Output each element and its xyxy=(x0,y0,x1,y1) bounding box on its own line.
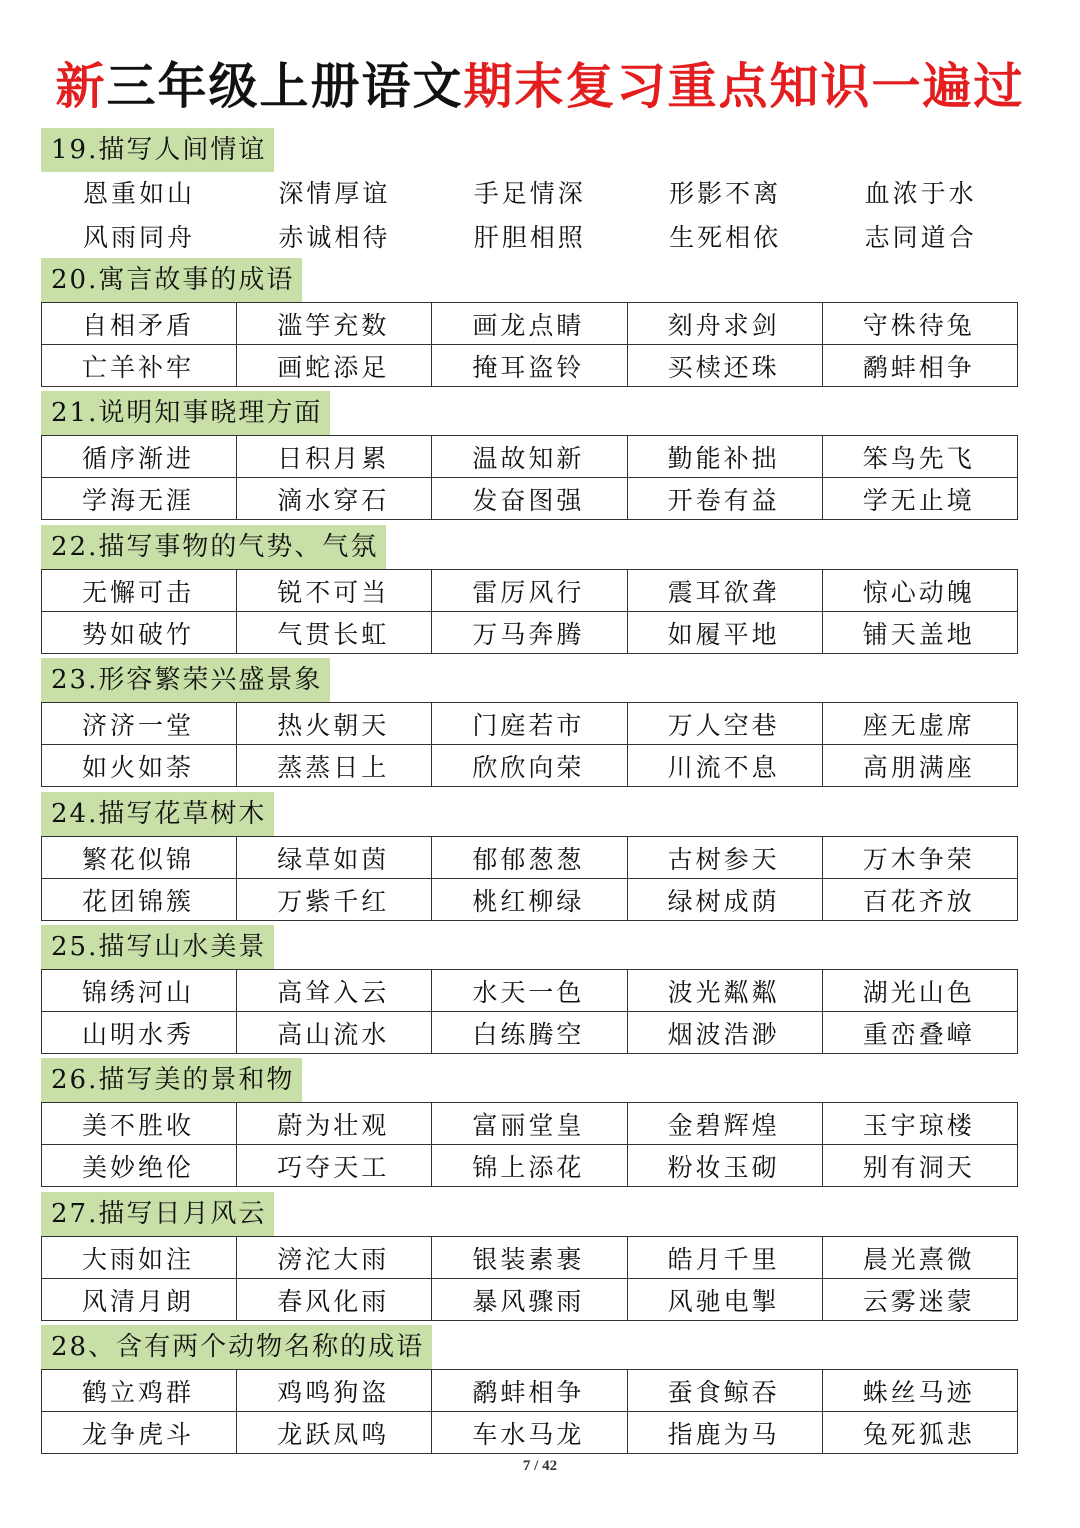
idiom-cell: 鹬蚌相争 xyxy=(822,345,1017,387)
idiom-cell: 循序渐进 xyxy=(42,436,237,478)
table-row xyxy=(42,1103,1018,1145)
section-22 xyxy=(41,525,1018,654)
idiom-table xyxy=(41,1102,1018,1187)
idiom-cell: 蛛丝马迹 xyxy=(822,1370,1017,1412)
table-row xyxy=(42,612,1018,654)
idiom-cell: 势如破竹 xyxy=(42,612,237,654)
idiom-cell: 深情厚谊 xyxy=(278,179,391,208)
idiom-cell: 恩重如山 xyxy=(83,179,196,208)
idiom-cell: 肝胆相照 xyxy=(473,223,586,252)
idiom-cell: 生死相依 xyxy=(669,223,782,252)
idiom-cell: 玉宇琼楼 xyxy=(822,1103,1017,1145)
idiom-cell: 暴风骤雨 xyxy=(432,1279,627,1321)
idiom-cell: 高山流水 xyxy=(237,1012,432,1054)
table-row xyxy=(42,1412,1018,1454)
idiom-cell: 滴水穿石 xyxy=(237,478,432,520)
idiom-cell: 热火朝天 xyxy=(237,703,432,745)
table-row xyxy=(42,1012,1018,1054)
idiom-cell: 车水马龙 xyxy=(432,1412,627,1454)
idiom-cell: 水天一色 xyxy=(432,970,627,1012)
table-row xyxy=(42,1237,1018,1279)
idiom-cell: 山明水秀 xyxy=(42,1012,237,1054)
section-23 xyxy=(41,658,1018,787)
idiom-cell: 如履平地 xyxy=(627,612,822,654)
idiom-cell: 亡羊补牢 xyxy=(42,345,237,387)
idiom-cell: 锐不可当 xyxy=(237,570,432,612)
idiom-table xyxy=(41,1369,1018,1454)
idiom-cell: 蒸蒸日上 xyxy=(237,745,432,787)
idiom-cell: 日积月累 xyxy=(237,436,432,478)
idiom-cell: 别有洞天 xyxy=(822,1145,1017,1187)
table-row xyxy=(42,837,1018,879)
table-row xyxy=(42,970,1018,1012)
section-25 xyxy=(41,925,1018,1054)
idiom-table xyxy=(41,302,1018,387)
section-header: 23.形容繁荣兴盛景象 xyxy=(41,658,330,702)
idiom-cell: 古树参天 xyxy=(627,837,822,879)
idiom-table xyxy=(41,1236,1018,1321)
idiom-cell: 雷厉风行 xyxy=(432,570,627,612)
idiom-cell: 济济一堂 xyxy=(42,703,237,745)
table-row xyxy=(42,745,1018,787)
idiom-cell: 开卷有益 xyxy=(627,478,822,520)
idiom-cell: 发奋图强 xyxy=(432,478,627,520)
idiom-cell: 万人空巷 xyxy=(627,703,822,745)
section-header: 22.描写事物的气势、气氛 xyxy=(41,525,386,569)
idiom-cell: 气贯长虹 xyxy=(237,612,432,654)
idiom-cell: 绿草如茵 xyxy=(237,837,432,879)
idiom-cell: 美不胜收 xyxy=(42,1103,237,1145)
idiom-cell: 笨鸟先飞 xyxy=(822,436,1017,478)
table-row xyxy=(42,1370,1018,1412)
idiom-cell: 画龙点睛 xyxy=(432,303,627,345)
idiom-cell: 惊心动魄 xyxy=(822,570,1017,612)
idiom-cell: 花团锦簇 xyxy=(42,879,237,921)
idiom-cell: 无懈可击 xyxy=(42,570,237,612)
idiom-cell: 刻舟求剑 xyxy=(627,303,822,345)
idiom-cell: 白练腾空 xyxy=(432,1012,627,1054)
idiom-cell: 血浓于水 xyxy=(864,179,977,208)
idiom-cell: 自相矛盾 xyxy=(42,303,237,345)
title-part-1: 新 xyxy=(55,58,107,115)
section-header: 19.描写人间情谊 xyxy=(41,128,274,172)
title-part-2: 三年级上册语文 xyxy=(106,58,464,115)
idiom-cell: 学无止境 xyxy=(822,478,1017,520)
idiom-cell: 锦上添花 xyxy=(432,1145,627,1187)
idiom-cell: 座无虚席 xyxy=(822,703,1017,745)
idiom-cell: 巧夺天工 xyxy=(237,1145,432,1187)
idiom-cell: 万紫千红 xyxy=(237,879,432,921)
section-header: 26.描写美的景和物 xyxy=(41,1058,302,1102)
section-24 xyxy=(41,792,1018,921)
idiom-cell: 蚕食鲸吞 xyxy=(627,1370,822,1412)
idiom-cell: 龙跃凤鸣 xyxy=(237,1412,432,1454)
idiom-cell: 震耳欲聋 xyxy=(627,570,822,612)
idiom-cell: 鹬蚌相争 xyxy=(432,1370,627,1412)
section-20 xyxy=(41,258,1018,387)
idiom-cell: 守株待兔 xyxy=(822,303,1017,345)
section-21 xyxy=(41,391,1018,520)
idiom-table xyxy=(41,435,1018,520)
idiom-table xyxy=(41,702,1018,787)
idiom-cell: 春风化雨 xyxy=(237,1279,432,1321)
section-28 xyxy=(41,1325,1018,1454)
page-number: 7 / 42 xyxy=(522,1458,558,1474)
idiom-cell: 烟波浩渺 xyxy=(627,1012,822,1054)
idiom-cell: 兔死狐悲 xyxy=(822,1412,1017,1454)
idiom-table xyxy=(41,836,1018,921)
idiom-cell: 指鹿为马 xyxy=(627,1412,822,1454)
idiom-cell: 湖光山色 xyxy=(822,970,1017,1012)
idiom-cell: 画蛇添足 xyxy=(237,345,432,387)
idiom-cell: 形影不离 xyxy=(669,179,782,208)
idiom-cell: 粉妆玉砌 xyxy=(627,1145,822,1187)
idiom-cell: 富丽堂皇 xyxy=(432,1103,627,1145)
idiom-cell: 门庭若市 xyxy=(432,703,627,745)
idiom-cell: 波光粼粼 xyxy=(627,970,822,1012)
table-row xyxy=(42,703,1018,745)
section-26 xyxy=(41,1058,1018,1187)
section-header: 25.描写山水美景 xyxy=(41,925,274,969)
idiom-cell: 蔚为壮观 xyxy=(237,1103,432,1145)
idiom-cell: 高朋满座 xyxy=(822,745,1017,787)
table-row xyxy=(42,436,1018,478)
idiom-cell: 郁郁葱葱 xyxy=(432,837,627,879)
idiom-cell: 皓月千里 xyxy=(627,1237,822,1279)
idiom-table xyxy=(41,569,1018,654)
idiom-cell: 美妙绝伦 xyxy=(42,1145,237,1187)
idiom-cell: 金碧辉煌 xyxy=(627,1103,822,1145)
table-row xyxy=(42,570,1018,612)
idiom-cell: 滥竽充数 xyxy=(237,303,432,345)
idiom-cell: 鸡鸣狗盗 xyxy=(237,1370,432,1412)
idiom-cell: 万马奔腾 xyxy=(432,612,627,654)
table-row xyxy=(42,478,1018,520)
table-row xyxy=(42,303,1018,345)
idiom-table xyxy=(41,969,1018,1054)
idiom-cell: 繁花似锦 xyxy=(42,837,237,879)
table-row xyxy=(42,345,1018,387)
idiom-cell: 掩耳盗铃 xyxy=(432,345,627,387)
idiom-list xyxy=(41,172,1018,260)
idiom-cell: 百花齐放 xyxy=(822,879,1017,921)
idiom-cell: 风雨同舟 xyxy=(83,223,196,252)
idiom-cell: 铺天盖地 xyxy=(822,612,1017,654)
idiom-cell: 赤诚相待 xyxy=(278,223,391,252)
idiom-cell: 高耸入云 xyxy=(237,970,432,1012)
idiom-cell: 银装素裹 xyxy=(432,1237,627,1279)
idiom-cell: 川流不息 xyxy=(627,745,822,787)
table-row xyxy=(42,879,1018,921)
section-header: 20.寓言故事的成语 xyxy=(41,258,302,302)
table-row xyxy=(42,1279,1018,1321)
idiom-cell: 勤能补拙 xyxy=(627,436,822,478)
idiom-cell: 万木争荣 xyxy=(822,837,1017,879)
idiom-cell: 晨光熹微 xyxy=(822,1237,1017,1279)
idiom-cell: 鹤立鸡群 xyxy=(42,1370,237,1412)
section-header: 27.描写日月风云 xyxy=(41,1192,274,1236)
idiom-cell: 锦绣河山 xyxy=(42,970,237,1012)
table-row xyxy=(42,1145,1018,1187)
idiom-cell: 温故知新 xyxy=(432,436,627,478)
idiom-cell: 云雾迷蒙 xyxy=(822,1279,1017,1321)
idiom-cell: 学海无涯 xyxy=(42,478,237,520)
page-title xyxy=(0,52,1080,122)
idiom-cell: 重峦叠嶂 xyxy=(822,1012,1017,1054)
section-19 xyxy=(41,128,1018,260)
idiom-cell: 手足情深 xyxy=(473,179,586,208)
title-part-3: 期末复习重点知识一遍过 xyxy=(463,58,1025,115)
idiom-cell: 风驰电掣 xyxy=(627,1279,822,1321)
idiom-cell: 大雨如注 xyxy=(42,1237,237,1279)
idiom-cell: 志同道合 xyxy=(864,223,977,252)
idiom-cell: 龙争虎斗 xyxy=(42,1412,237,1454)
section-header: 24.描写花草树木 xyxy=(41,792,274,836)
idiom-cell: 滂沱大雨 xyxy=(237,1237,432,1279)
idiom-cell: 买椟还珠 xyxy=(627,345,822,387)
idiom-cell: 风清月朗 xyxy=(42,1279,237,1321)
section-header: 28、含有两个动物名称的成语 xyxy=(41,1325,432,1369)
section-header: 21.说明知事晓理方面 xyxy=(41,391,330,435)
idiom-cell: 桃红柳绿 xyxy=(432,879,627,921)
idiom-cell: 欣欣向荣 xyxy=(432,745,627,787)
section-27 xyxy=(41,1192,1018,1321)
idiom-cell: 如火如荼 xyxy=(42,745,237,787)
idiom-cell: 绿树成荫 xyxy=(627,879,822,921)
